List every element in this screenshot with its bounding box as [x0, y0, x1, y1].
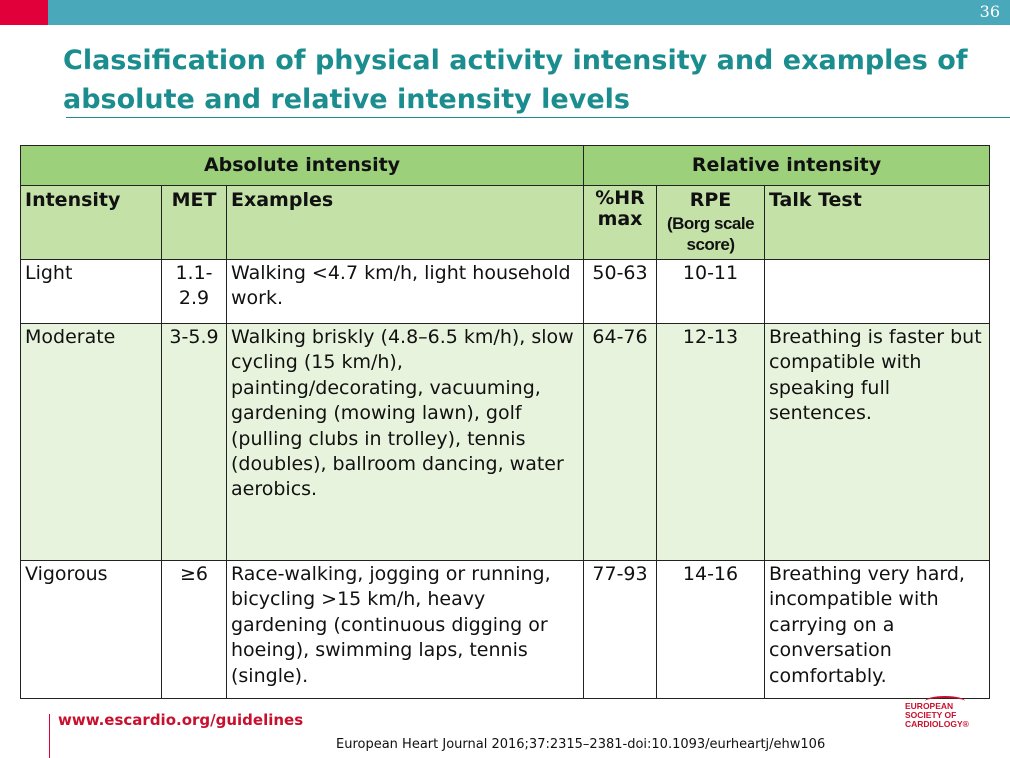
guidelines-link[interactable]: www.escardio.org/guidelines — [58, 711, 304, 729]
cell-rpe: 14-16 — [657, 561, 765, 699]
title-divider — [66, 117, 1010, 118]
col-header-intensity: Intensity — [21, 186, 162, 260]
cell-examples: Walking <4.7 km/h, light household work. — [227, 260, 584, 324]
page-number: 36 — [979, 2, 1000, 21]
col-header-talk-test: Talk Test — [765, 186, 990, 260]
cell-hr-max: 50-63 — [584, 260, 657, 324]
col-header-rpe — [657, 186, 765, 260]
col-header-examples: Examples — [227, 186, 584, 260]
cell-examples: Race-walking, jogging or running, bicycling >15 km/h, heavy gardening (continuous digging or hoeing), swimming laps, tennis (single). — [227, 561, 584, 699]
cell-met: 3-5.9 — [162, 324, 227, 561]
cell-intensity: Vigorous — [21, 561, 162, 699]
esc-logo — [905, 702, 985, 740]
intensity-table — [20, 145, 990, 699]
cell-met: ≥6 — [162, 561, 227, 699]
cell-talk-test: Breathing is faster but compatible with speaking full sentences. — [765, 324, 990, 561]
group-header-row — [21, 146, 990, 186]
cell-hr-max: 77-93 — [584, 561, 657, 699]
rpe-label: RPE — [689, 189, 732, 211]
cell-talk-test — [765, 260, 990, 324]
column-header-row — [21, 186, 990, 260]
slide-title: Classification of physical activity intensity and examples of absolute and relative intensity levels — [63, 45, 968, 115]
col-header-hr-max: %HR max — [584, 186, 657, 260]
journal-citation: European Heart Journal 2016;37:2315–2381-doi:10.1093/eurheartj/ehw106 — [336, 737, 826, 752]
cell-hr-max: 64-76 — [584, 324, 657, 561]
footer-divider — [49, 714, 50, 758]
cell-rpe: 12-13 — [657, 324, 765, 561]
cell-met: 1.1-2.9 — [162, 260, 227, 324]
cell-intensity: Moderate — [21, 324, 162, 561]
col-header-met: MET — [162, 186, 227, 260]
relative-intensity-header: Relative intensity — [584, 146, 990, 186]
cell-talk-test: Breathing very hard, incompatible with carrying on a conversation comfortably. — [765, 561, 990, 699]
logo-text: EUROPEAN SOCIETY OF CARDIOLOGY® — [905, 701, 969, 729]
cell-intensity: Light — [21, 260, 162, 324]
cell-examples: Walking briskly (4.8–6.5 km/h), slow cycling (15 km/h), painting/decorating, vacuuming, gardening (mowing lawn), golf (pulling clubs in trolley), tennis (doubles), ballroom dancing, water aerobics. — [227, 324, 584, 561]
cell-rpe: 10-11 — [657, 260, 765, 324]
top-bar-accent — [0, 0, 48, 25]
rpe-sublabel: (Borg scale score) — [666, 214, 755, 255]
absolute-intensity-header: Absolute intensity — [21, 146, 584, 186]
table-row — [21, 561, 990, 699]
table-row — [21, 324, 990, 561]
top-bar — [0, 0, 1010, 25]
table-row — [21, 260, 990, 324]
